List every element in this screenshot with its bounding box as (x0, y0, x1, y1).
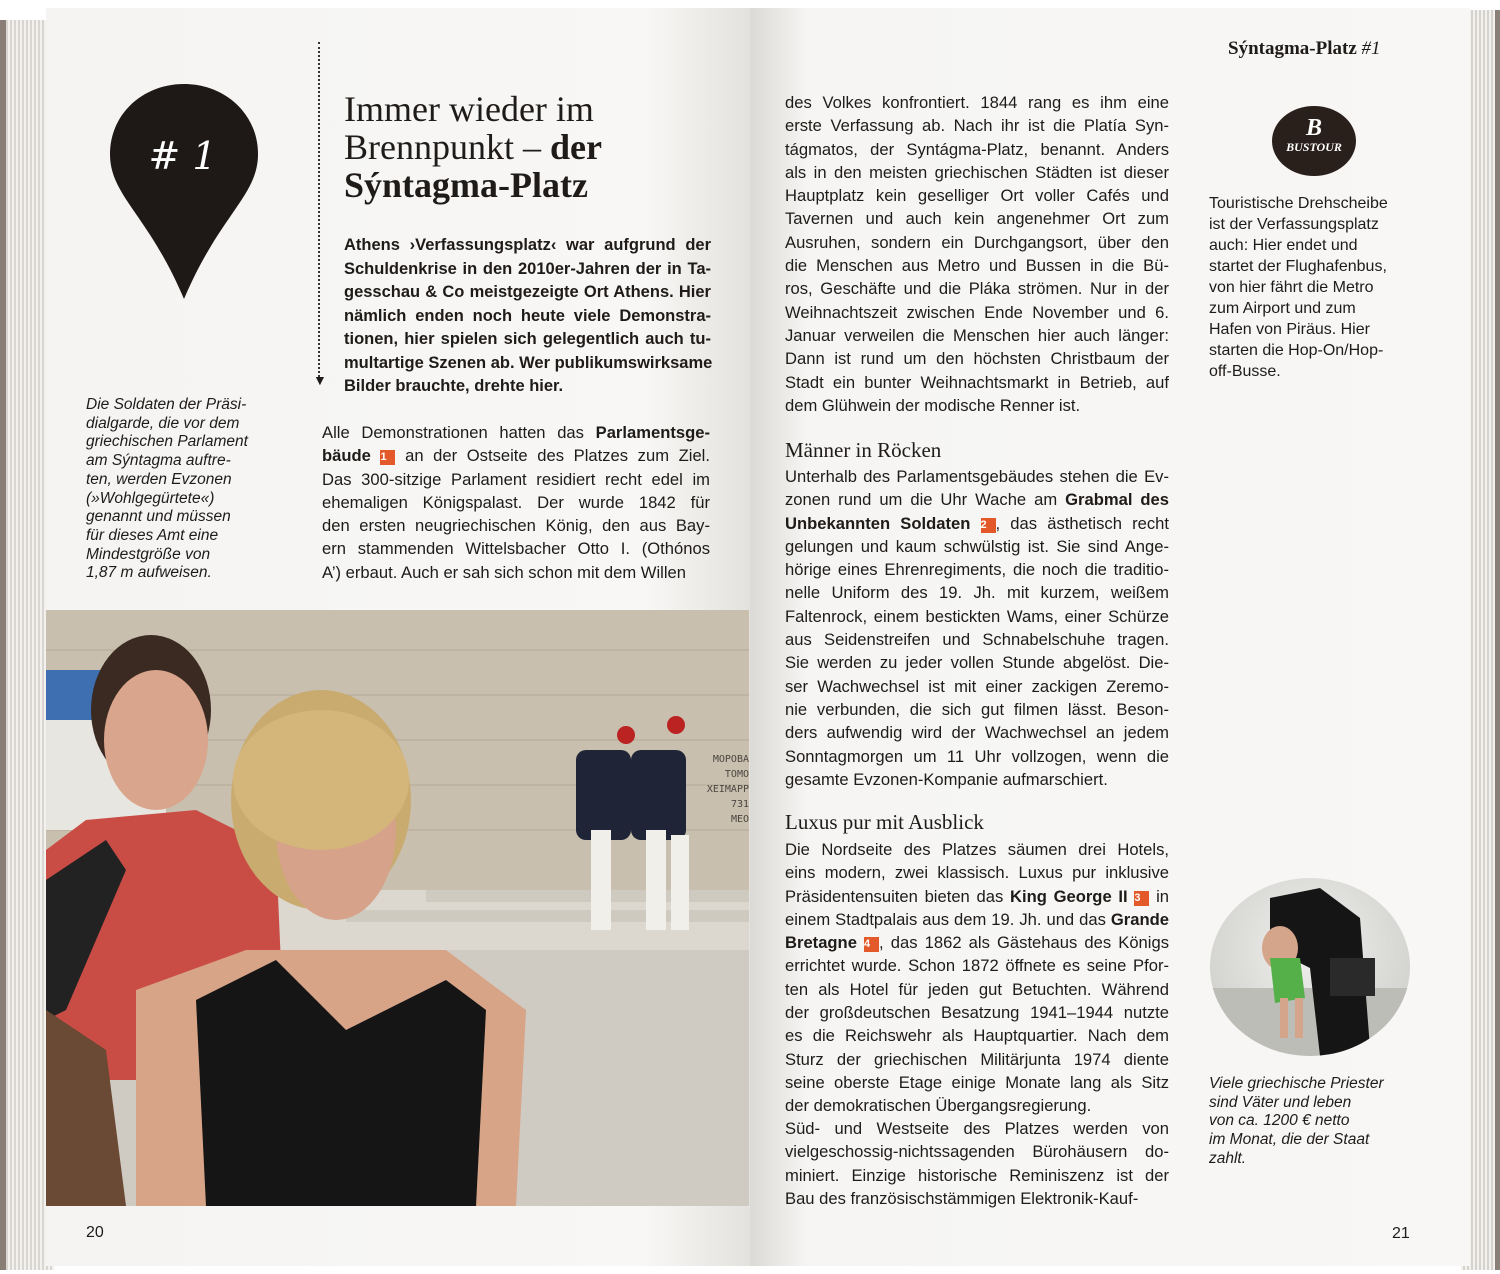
text-line: Die Soldaten der Präsi- (86, 396, 247, 413)
bold-text: Bretagne (785, 933, 865, 953)
text-line (322, 444, 710, 467)
text-line (322, 514, 710, 537)
text-run: gesamte Evzonen-Kompanie aufmarschiert. (785, 769, 1108, 789)
inscription-line: TOMO (724, 769, 749, 780)
text-line (785, 651, 1169, 674)
running-head (1228, 38, 1381, 60)
location-pin-badge (110, 84, 258, 299)
bold-text: Grande (1110, 909, 1169, 929)
text-run: miniert. Einzige historische Reminiszenz ist der (785, 1165, 1169, 1185)
text-run: ehemaligen Königspalast. Der wurde 1842 für (322, 492, 710, 512)
bold-text: Grabmal des (1065, 490, 1169, 510)
photo-illustration (46, 610, 749, 1206)
bold-text: nämlich enden noch heute (344, 306, 574, 325)
text-run: ern stammenden Wittelsbacher Otto I. (Othónos (322, 539, 710, 559)
bold-text: King George II (1009, 886, 1135, 906)
dotted-guide-line (318, 42, 320, 377)
text-line (785, 207, 1169, 230)
text-run: zonen rund um die Uhr Wache am (785, 490, 1066, 510)
text-run: an der Ostseite des Platzes zum Ziel. (395, 446, 710, 466)
text-run: gelegentlich auch tu- (542, 330, 711, 348)
text-line: am Sýntagma auftre- (86, 452, 231, 470)
page-number: 20 (86, 1224, 104, 1241)
body-paragraph (785, 91, 1169, 417)
map-marker-number: 1 (380, 450, 395, 465)
photo-illustration (1210, 878, 1410, 1056)
text-line: sind Väter und leben (1209, 1093, 1352, 1111)
text-line (785, 698, 1169, 721)
photo-priest-with-child (1210, 878, 1410, 1056)
text-line: ist der Verfassungsplatz (1209, 216, 1379, 233)
text-line (785, 184, 1169, 207)
text-line (785, 1048, 1169, 1071)
text-line (785, 231, 1169, 254)
text-line (785, 1117, 1169, 1140)
text-run: die Menschen aus Metro und Bussen in die Bü- (785, 256, 1169, 276)
photo-caption (86, 396, 286, 583)
text-line (785, 347, 1169, 370)
text-line: für dieses Amt eine (86, 526, 219, 544)
text-run: A’) erbaut. Auch er sah sich schon mit dem Willen (322, 562, 686, 582)
text-line: von hier fährt die Metro (1209, 279, 1374, 296)
text-run: Alle Demonstrationen hatten das (322, 423, 596, 442)
text-run: Sie werden zu jeder vollen Stunde abgelöst. Die- (785, 653, 1169, 673)
text-line (785, 558, 1169, 581)
text-run: vielgeschossig-nichtssagenden Bürohäusern do- (785, 1142, 1169, 1162)
text-line: zum Airport und zum (1209, 300, 1356, 317)
text-line (785, 581, 1169, 604)
bold-text: bäude (322, 446, 381, 466)
map-marker-number: 3 (1134, 891, 1149, 906)
title-line: Immer wieder im (344, 89, 594, 129)
text-line (785, 1140, 1169, 1163)
text-line (785, 371, 1169, 394)
text-run: erste Verfassung ab. Nach ihr ist die Platía Syn- (785, 116, 1169, 136)
inscription-line: 731 (730, 799, 749, 810)
text-line (785, 954, 1169, 977)
text-run: einem Stadtpalais aus dem 19. Jh. und das (785, 909, 1111, 929)
text-run: Bau des französischstämmigen Elektronik-Kauf- (785, 1188, 1139, 1208)
text-line: ten, werden Evzonen (86, 470, 232, 488)
text-line (785, 488, 1169, 511)
text-run: nie verbunden, die sich gut filmen lässt. Beson- (785, 699, 1169, 719)
text-line (344, 234, 711, 258)
text-line (785, 931, 1169, 954)
text-line (785, 1001, 1169, 1024)
photo-caption (1209, 1075, 1429, 1169)
text-line (322, 468, 710, 491)
text-line (344, 328, 711, 352)
text-line: Mindestgröße von (86, 545, 211, 563)
text-line: auch: Hier endet und (1209, 237, 1358, 254)
text-line: griechischen Parlament (86, 433, 248, 451)
bustour-letter: B (1305, 115, 1322, 141)
text-run: seine oberste Etage einige Monate lang als Sitz (785, 1072, 1169, 1092)
text-run: war aufgrund der (566, 236, 711, 254)
inscription-line: XEIMAPP (706, 784, 749, 795)
body-paragraph (322, 421, 710, 584)
text-line (785, 114, 1169, 137)
text-line (785, 838, 1169, 861)
text-run: Dann ist rund um den höchsten Christbaum der (785, 349, 1169, 369)
title-text: Brennpunkt – (344, 127, 550, 167)
body-paragraph (785, 838, 1169, 1118)
text-line (785, 978, 1169, 1001)
text-line (785, 861, 1169, 884)
inscription-line: MOPOBA (712, 754, 749, 765)
section-heading: Männer in Röcken (785, 438, 942, 462)
text-line (322, 561, 710, 584)
title-line: Sýntagma-Platz (344, 165, 588, 205)
text-line: off-Busse. (1209, 363, 1281, 380)
text-line (785, 535, 1169, 558)
text-run: des Volkes konfrontiert. 1844 rang es ihm eine (785, 93, 1169, 112)
text-line (785, 605, 1169, 628)
text-line (344, 281, 711, 305)
text-line (785, 721, 1169, 744)
text-run: tágmatos, der Syntágma-Platz, benannt. Anders (785, 139, 1169, 159)
text-run: nelle Uniform des 19. Jh. mit kurzem, weißem (785, 583, 1169, 603)
bold-text: multartige Szenen ab. Wer (344, 353, 555, 372)
text-line (785, 301, 1169, 324)
body-paragraph (785, 465, 1169, 791)
text-line (344, 258, 711, 282)
text-line (785, 885, 1169, 908)
text-line: starten die Hop-On/Hop- (1209, 342, 1384, 359)
text-line (785, 628, 1169, 651)
text-line: startet der Flughafenbus, (1209, 258, 1387, 275)
section-heading: Luxus pur mit Ausblick (785, 810, 984, 834)
text-line (322, 537, 710, 560)
text-line (322, 491, 710, 514)
text-line: Hafen von Piräus. Hier (1209, 321, 1370, 338)
text-line (344, 352, 711, 376)
text-line (785, 1071, 1169, 1094)
text-line: (»Wohlgegürtete«) (86, 489, 215, 507)
text-run: es die Reichswehr als Hauptquartier. Nach dem (785, 1026, 1169, 1046)
text-line: dialgarde, die vor dem (86, 414, 240, 432)
text-run: Januar verweilen die Menschen hier auch länger: (785, 325, 1169, 345)
map-marker-number: 2 (981, 518, 996, 533)
text-line: 1,87 m aufweisen. (86, 564, 212, 582)
text-run: Faltenrock, einem bestickten Wams, einer Schürze (785, 606, 1169, 626)
monument-inscription (706, 752, 749, 827)
text-run: Sonntagmorgen um 11 Uhr vollzogen, wenn die (785, 746, 1169, 766)
text-line: zahlt. (1209, 1149, 1247, 1167)
text-run: Sturz der griechischen Militärjunta 1974 diente (785, 1049, 1169, 1069)
text-line: genannt und müssen (86, 508, 231, 526)
bold-text: Bilder brauchte, drehte hier. (344, 377, 564, 395)
text-line (785, 138, 1169, 161)
text-run: er-Jahren der in Ta- (554, 259, 711, 278)
text-line (785, 91, 1169, 114)
text-line (785, 161, 1169, 184)
text-run: hörige eines Ehrenregiments, die noch die traditio- (785, 560, 1169, 580)
bold-text: tionen, hier spielen sich (344, 330, 543, 348)
text-line (785, 324, 1169, 347)
map-pin-icon (110, 84, 258, 299)
text-run: Süd- und Westseite des Platzes werden von (785, 1119, 1169, 1138)
photo-evzones-guard (46, 610, 749, 1206)
bold-text: Athens ›Verfassungsplatz‹ (344, 236, 567, 254)
bold-text: Parlamentsge- (595, 423, 710, 442)
text-line (344, 375, 711, 399)
text-run: aus Seidenstreifen und Schnabelschuhe tragen. (785, 630, 1169, 650)
text-run: eins modern, zwei klassisch. Luxus pur inklusive (785, 863, 1169, 883)
text-run: , das 1862 als Gästehaus des Königs (879, 933, 1169, 953)
text-run: Hauptplatz kein geselliger Ort voller Cafés und (785, 186, 1169, 206)
inscription-line: MEO (730, 814, 749, 825)
text-line (785, 254, 1169, 277)
text-line (322, 421, 710, 444)
text-run: der großdeutschen Besatzung 1941–1944 nutzte (785, 1003, 1169, 1023)
text-run: errichtet wurde. Schon 1872 öffnete es seine Pfor- (785, 956, 1169, 976)
text-line (785, 394, 1169, 417)
running-head-title: Sýntagma-Platz (1228, 38, 1357, 59)
text-run: ser Wachwechsel ist mit einer zackigen Zeremo- (785, 676, 1169, 696)
text-line (344, 305, 711, 329)
text-line (785, 768, 1169, 791)
text-run: Ausruhen, sondern ein Durchgangsort, über den (785, 232, 1169, 252)
text-run: Weihnachtszeit zwischen Ende November und 6. (785, 302, 1169, 322)
text-line: Viele griechische Priester (1209, 1075, 1384, 1092)
running-head-number: #1 (1361, 38, 1381, 59)
text-run: Die Nordseite des Platzes säumen drei Hotels, (785, 840, 1169, 859)
title-text-bold: der (549, 127, 602, 167)
text-line (785, 908, 1169, 931)
text-run: den ersten neugriechischen König, den aus Bay- (322, 516, 710, 536)
bold-text: Schuldenkrise in den 2010 (344, 259, 555, 278)
text-run: gelungen und kaum schwülstig ist. Sie sind Ange- (785, 536, 1169, 556)
text-line (785, 512, 1169, 535)
bold-text: Unbekannten Soldaten (785, 513, 981, 533)
bold-text: gesschau & Co meistgezeigte (344, 283, 584, 301)
text-run: viele Demonstra- (573, 306, 711, 325)
text-line (785, 465, 1169, 488)
badge-number: # 1 (148, 134, 217, 178)
map-marker-number: 4 (864, 937, 879, 952)
text-run: dem Glühwein der modische Renner ist. (785, 395, 1081, 415)
text-run: Unterhalb des Parlamentsgebäudes stehen die Ev- (785, 467, 1169, 486)
text-line (785, 1164, 1169, 1187)
text-line (785, 745, 1169, 768)
text-run: Ort Athens. Hier (583, 283, 711, 301)
text-run: publikumswirksame (554, 353, 713, 372)
bustour-label: BUSTOUR (1286, 140, 1342, 154)
text-line (785, 1024, 1169, 1047)
lead-paragraph (344, 234, 711, 399)
text-line (785, 1094, 1169, 1117)
text-run: Präsidentensuiten bieten das (785, 886, 1010, 906)
bustour-badge (1272, 106, 1356, 176)
text-run: Tavernen und auch kein angenehmer Ort zum (785, 209, 1169, 229)
title-line (344, 128, 602, 166)
text-line (785, 277, 1169, 300)
text-run: ders aufwendig wird der Wachwechsel an jedem (785, 723, 1169, 743)
text-run: ros, Geschäfte und die Pláka strömen. Nur in der (785, 279, 1169, 299)
text-run: Das 300-sitzige Parlament residiert recht edel im (322, 469, 710, 489)
text-run: ten als Hotel für jeden gut Betuchten. Während (785, 979, 1169, 999)
arrow-down-icon: ▼ (313, 372, 327, 388)
text-run: der demokratischen Übergangsregierung. (785, 1096, 1092, 1116)
page-number: 21 (1392, 1225, 1410, 1242)
text-run: in (1149, 886, 1170, 906)
sidebar-note (1209, 193, 1388, 382)
text-line (785, 675, 1169, 698)
text-line: im Monat, die der Staat (1209, 1131, 1370, 1149)
text-run: Stadt ein bunter Weihnachtsmarkt in Betrieb, auf (785, 372, 1169, 392)
text-line: Touristische Drehscheibe (1209, 195, 1388, 212)
text-run: als in den meisten griechischen Städten ist dieser (785, 162, 1169, 182)
body-paragraph (785, 1117, 1169, 1210)
text-run: , das ästhetisch recht (995, 513, 1169, 533)
page-title (344, 90, 602, 204)
text-line (785, 1187, 1169, 1210)
text-line: von ca. 1200 € netto (1209, 1112, 1350, 1130)
